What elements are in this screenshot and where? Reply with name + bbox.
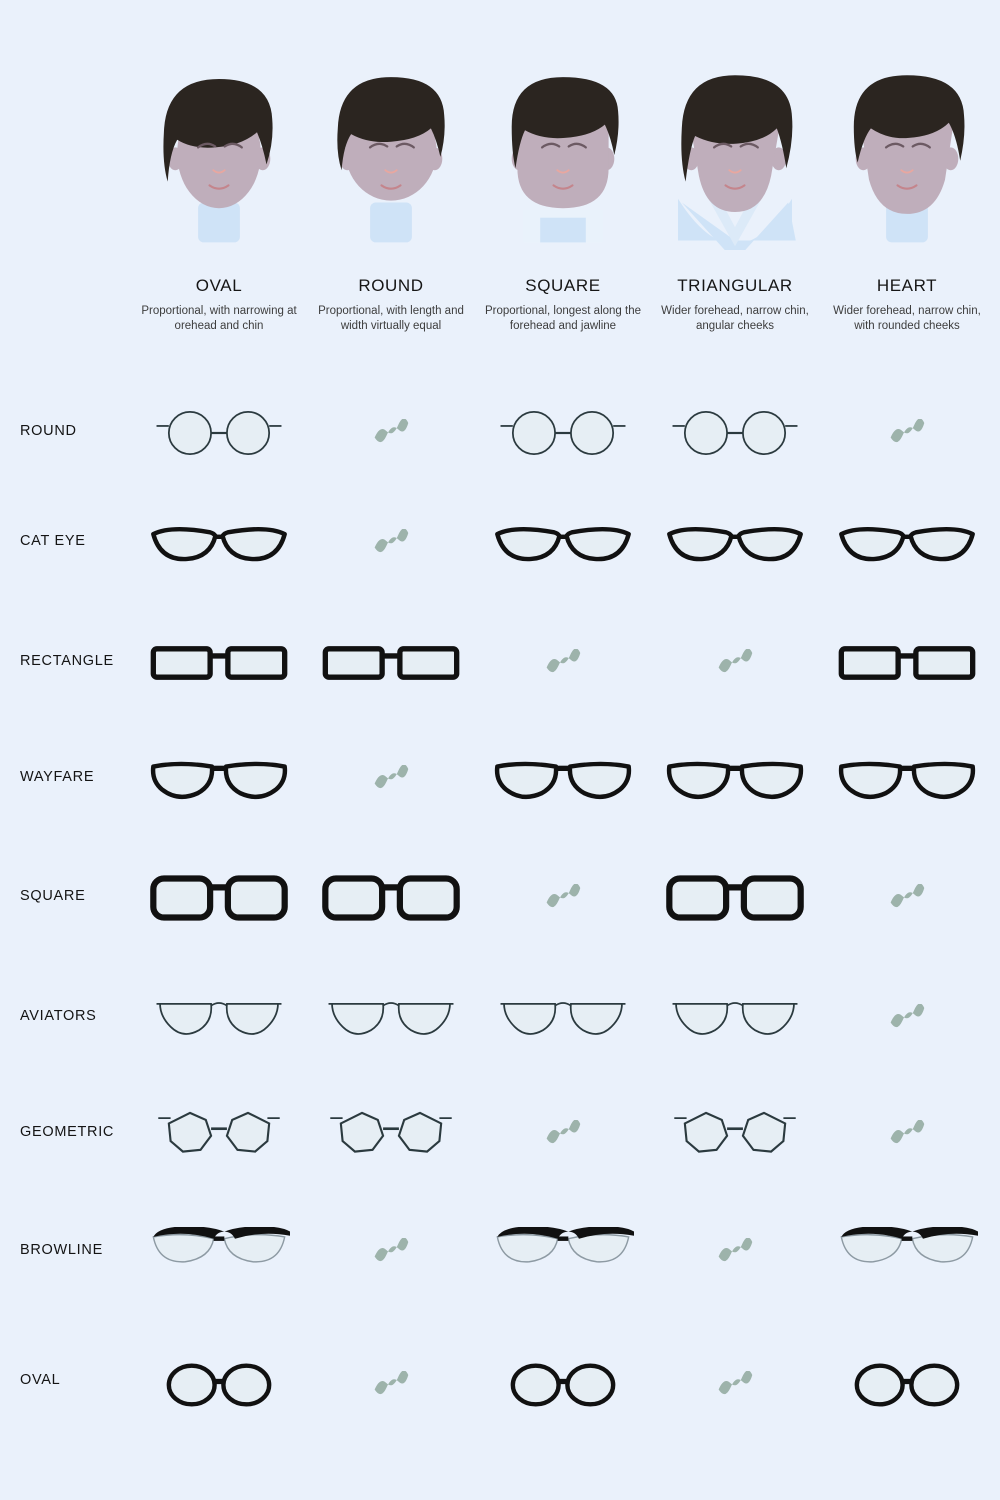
recommended-round-for-square	[477, 388, 649, 478]
not-recommended-oval-for-triangular	[649, 1340, 821, 1430]
not-recommended-rectangle-for-square	[477, 618, 649, 708]
not-recommended-round-for-heart	[821, 388, 993, 478]
recommended-wayfare-for-triangular	[649, 734, 821, 824]
face-shape-column-square	[477, 60, 649, 334]
recommended-rectangle-for-round	[305, 618, 477, 708]
not-recommended-rectangle-for-triangular	[649, 618, 821, 708]
recommended-browline-for-oval	[133, 1207, 305, 1297]
frame-style-label-browline: BROWLINE	[20, 1242, 103, 1258]
recommended-geometric-for-oval	[133, 1089, 305, 1179]
face-shapes-header	[0, 0, 1000, 370]
face-shape-description: Proportional, longest along the forehead and jawline	[485, 305, 641, 332]
face-square-icon	[477, 60, 649, 250]
not-recommended-square-for-square	[477, 853, 649, 943]
face-oval-icon	[133, 60, 305, 250]
frame-style-label-round: ROUND	[20, 423, 77, 439]
face-shape-title: SQUARE	[525, 276, 601, 295]
recommended-aviators-for-triangular	[649, 973, 821, 1063]
face-shape-description: Proportional, with narrowing at orehead and chin	[141, 305, 297, 332]
not-recommended-wayfare-for-round	[305, 734, 477, 824]
not-recommended-square-for-heart	[821, 853, 993, 943]
frame-style-label-square: SQUARE	[20, 888, 86, 904]
face-shape-description: Proportional, with length and width virtually equal	[318, 305, 464, 332]
face-shape-column-heart	[821, 60, 993, 334]
frame-style-label-cat-eye: CAT EYE	[20, 533, 86, 549]
recommended-square-for-round	[305, 853, 477, 943]
recommended-cat-eye-for-square	[477, 498, 649, 588]
frame-style-label-wayfare: WAYFARE	[20, 769, 95, 785]
recommended-cat-eye-for-heart	[821, 498, 993, 588]
not-recommended-geometric-for-square	[477, 1089, 649, 1179]
face-shape-description: Wider forehead, narrow chin, angular cheeks	[661, 305, 809, 332]
frame-style-label-aviators: AVIATORS	[20, 1008, 97, 1024]
recommended-cat-eye-for-triangular	[649, 498, 821, 588]
recommended-square-for-triangular	[649, 853, 821, 943]
recommended-rectangle-for-heart	[821, 618, 993, 708]
face-shape-column-round	[305, 60, 477, 334]
face-shape-description: Wider forehead, narrow chin, with rounded cheeks	[833, 305, 981, 332]
recommended-round-for-triangular	[649, 388, 821, 478]
frame-style-label-geometric: GEOMETRIC	[20, 1124, 115, 1140]
recommended-wayfare-for-oval	[133, 734, 305, 824]
not-recommended-oval-for-round	[305, 1340, 477, 1430]
recommended-rectangle-for-oval	[133, 618, 305, 708]
face-shape-column-oval	[133, 60, 305, 334]
face-shape-title: HEART	[876, 276, 938, 295]
not-recommended-geometric-for-heart	[821, 1089, 993, 1179]
recommended-wayfare-for-heart	[821, 734, 993, 824]
face-shape-title: OVAL	[195, 276, 243, 295]
recommended-browline-for-heart	[821, 1207, 993, 1297]
face-triangular-icon	[649, 60, 821, 250]
face-shape-column-triangular	[649, 60, 821, 334]
not-recommended-cat-eye-for-round	[305, 498, 477, 588]
recommended-browline-for-square	[477, 1207, 649, 1297]
face-shape-title: ROUND	[358, 276, 424, 295]
face-shape-title: TRIANGULAR	[677, 276, 793, 295]
not-recommended-aviators-for-heart	[821, 973, 993, 1063]
recommended-geometric-for-round	[305, 1089, 477, 1179]
recommended-aviators-for-square	[477, 973, 649, 1063]
not-recommended-browline-for-round	[305, 1207, 477, 1297]
recommended-wayfare-for-square	[477, 734, 649, 824]
recommended-aviators-for-round	[305, 973, 477, 1063]
recommended-oval-for-square	[477, 1340, 649, 1430]
frame-style-label-oval: OVAL	[20, 1372, 61, 1388]
face-round-icon	[305, 60, 477, 250]
recommended-cat-eye-for-oval	[133, 498, 305, 588]
recommended-oval-for-heart	[821, 1340, 993, 1430]
recommended-square-for-oval	[133, 853, 305, 943]
not-recommended-round-for-round	[305, 388, 477, 478]
recommended-oval-for-oval	[133, 1340, 305, 1430]
not-recommended-browline-for-triangular	[649, 1207, 821, 1297]
frame-style-label-rectangle: RECTANGLE	[20, 653, 114, 669]
recommended-aviators-for-oval	[133, 973, 305, 1063]
face-heart-icon	[821, 60, 993, 250]
recommended-round-for-oval	[133, 388, 305, 478]
recommended-geometric-for-triangular	[649, 1089, 821, 1179]
